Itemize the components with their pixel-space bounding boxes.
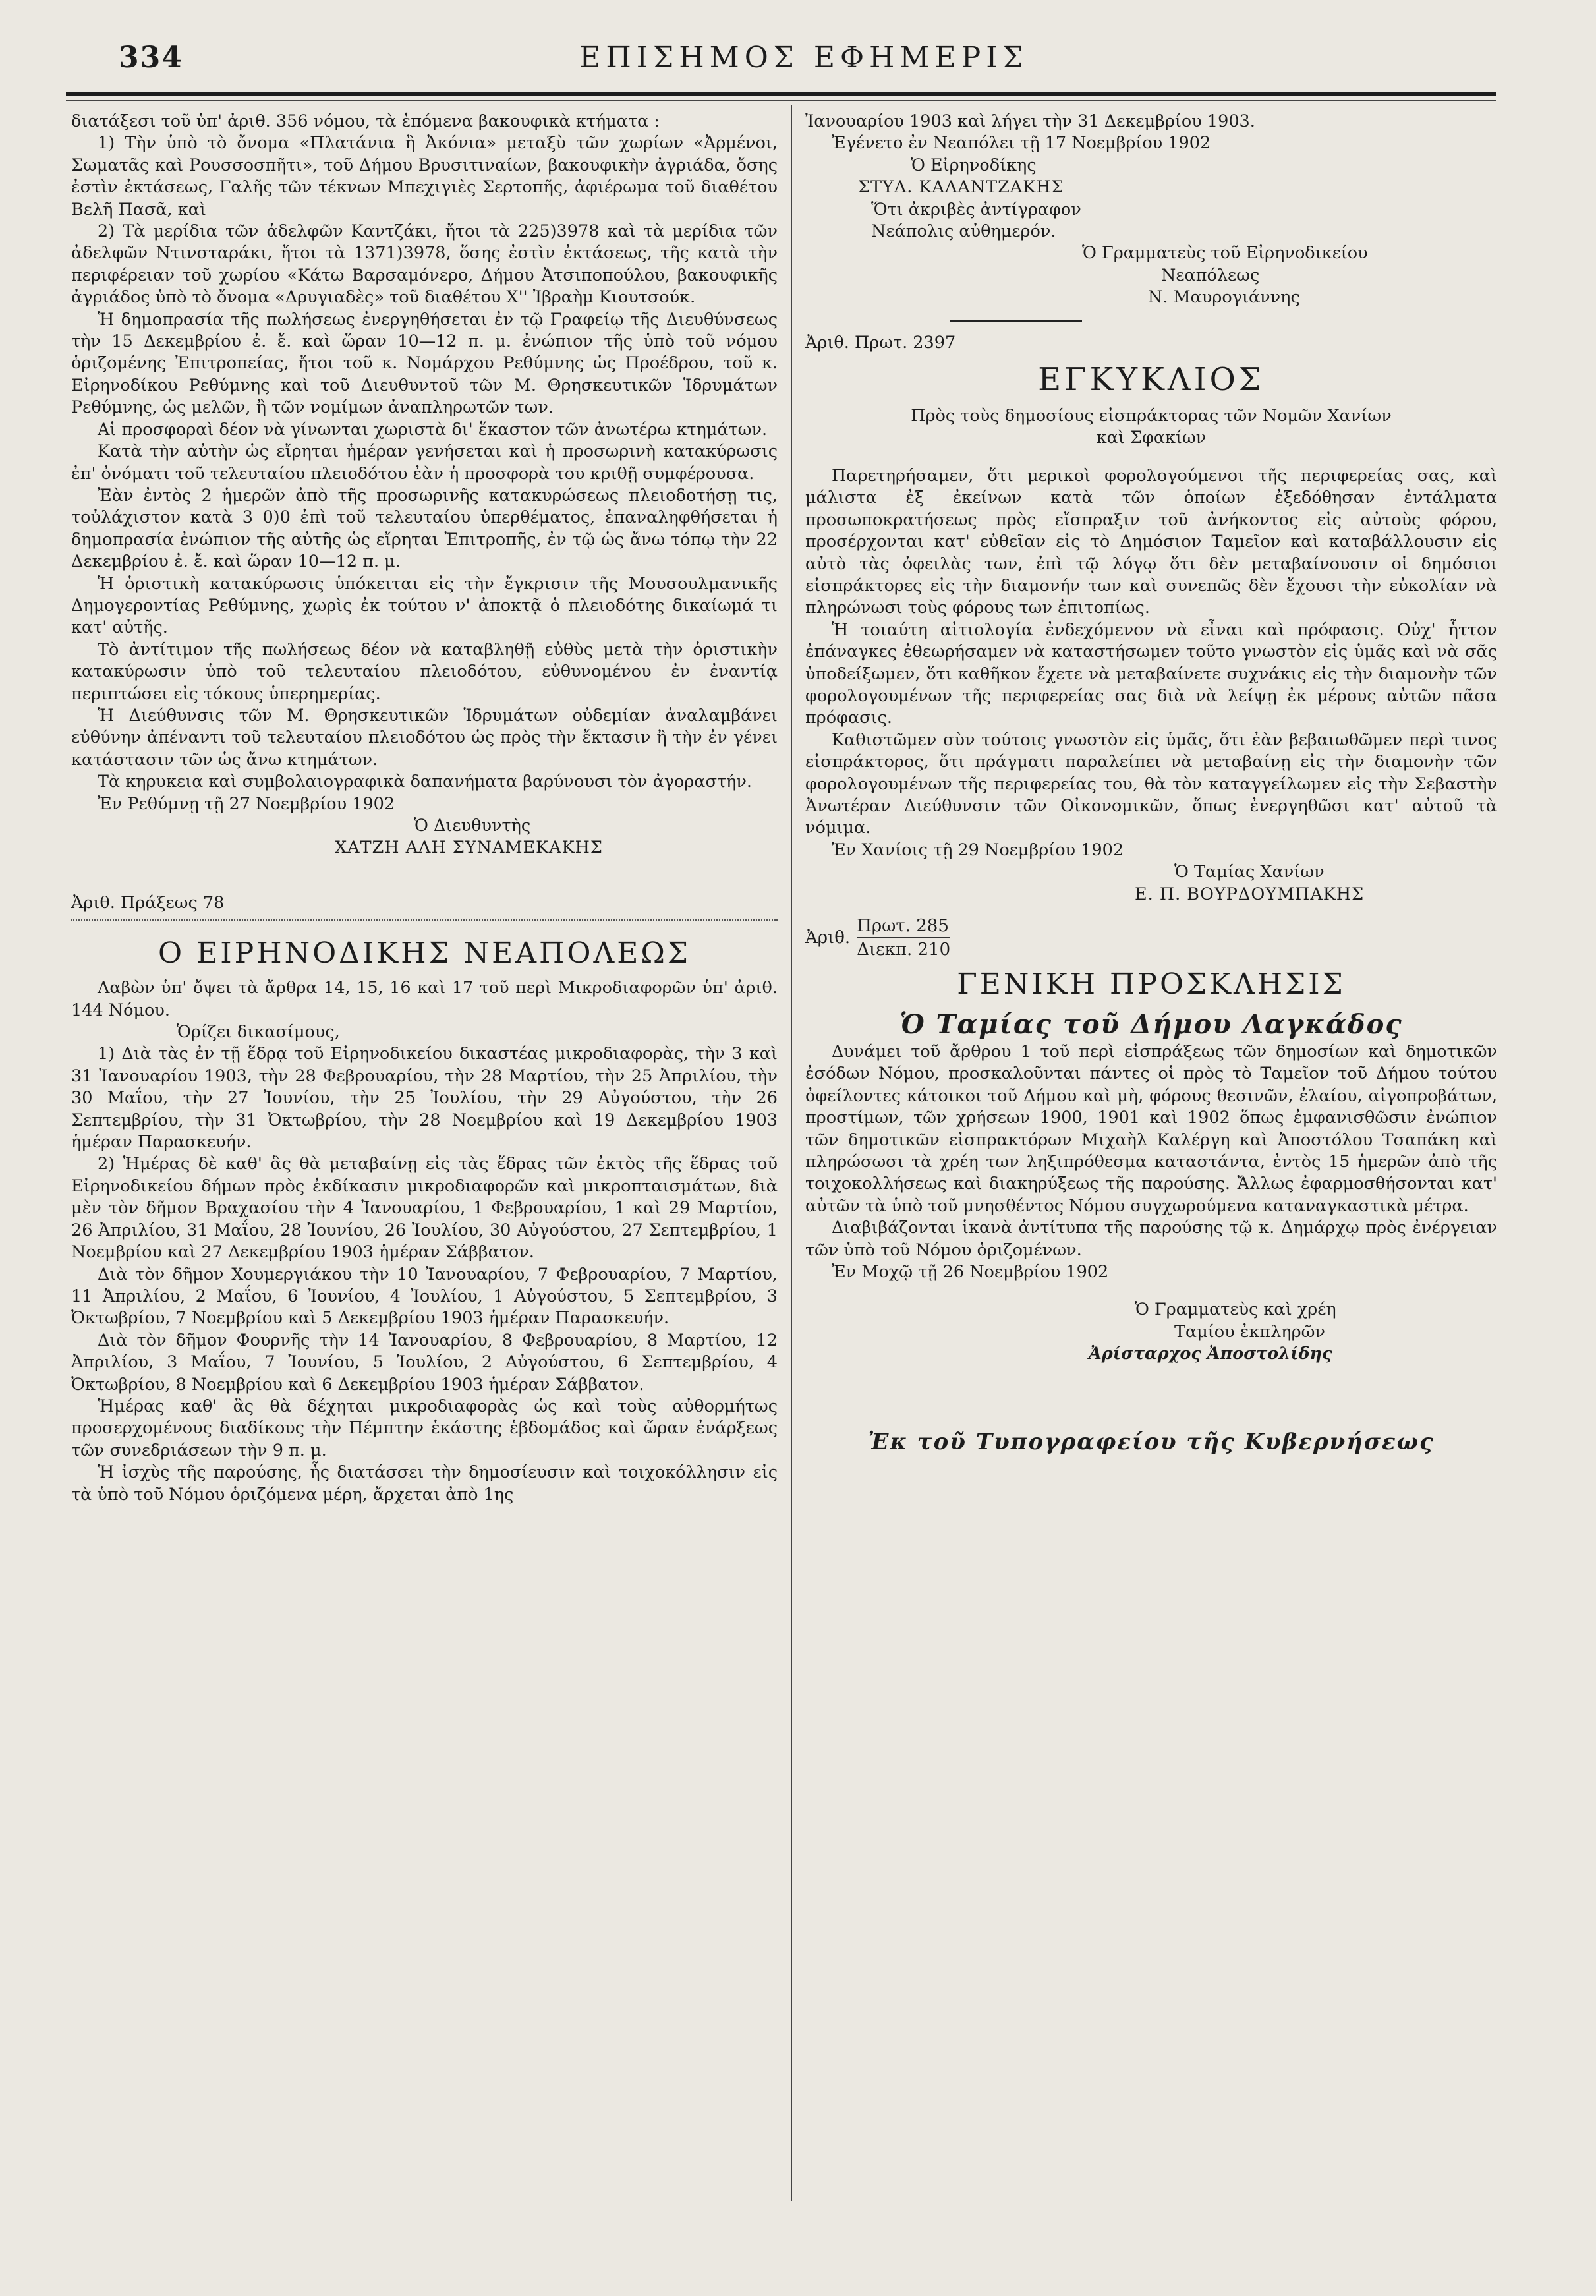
justice-chumergiakou: Διὰ τὸν δῆμον Χουμεργιάκου τὴν 10 Ἰανουαρίου, 7 Φεβρουαρίου, 7 Μαρτίου, 11 Ἀπριλίου, 2 Μαΐου, 6 Ἰουνίου, 4 Ἰουλίου, 1 Αὐγούστου, 5 Σεπτεμβρίου, 3 Ὀκτωβρίου, 7 Νοεμβρίου καὶ 5 Δεκεμβρίου 1903 ἡμέραν Παρασκευήν. <box>71 1264 778 1329</box>
ref-label: Ἀριθ. <box>805 928 851 948</box>
right-column <box>805 111 1497 1453</box>
act-reference: Ἀριθ. Πράξεως 78 <box>71 892 225 913</box>
section-heading-invitation: ΓΕΝΙΚΗ ΠΡΟΣΚΛΗΣΙΣ <box>957 967 1346 1001</box>
ref-diekp: Διεκπ. 210 <box>857 937 950 961</box>
invitation-date: Ἐν Μοχῷ τῇ 26 Νοεμβρίου 1902 <box>832 1262 1109 1282</box>
notice-payment: Τὸ ἀντίτιμον τῆς πωλήσεως δέον νὰ καταβληθῇ εὐθὺς μετὰ τὴν ὁριστικὴν κατακύρωσιν ὑπὸ τοῦ τελευταίου πλειοδότου, εὐθυνομένου ἐν ἐναντίᾳ περιπτώσει εἰς τόκους ὑπερημερίας. <box>71 639 778 704</box>
circular-para-3: Καθιστῶμεν σὺν τούτοις γνωστὸν εἰς ὑμᾶς, ὅτι ἐὰν βεβαιωθῶμεν περὶ τινος εἰσπράκτορος, ὅτι πράγματι παραλείπει νὰ μεταβαίνῃ εἰς τὴν διαμονὴν τῶν φορολογουμένων τῆς περιφερείας του, θὰ τὸν καταγγείλωμεν εἰς τὴν Σεβαστὴν Ἀνωτέραν Διεύθυνσιν τῶν Οἰκονομικῶν, ὅπως ἐνεργηθῶσι κατ' αὐτοῦ τὰ νόμιμα. <box>805 730 1497 838</box>
justice-days: Ἡμέρας καθ' ἃς θὰ δέχηται μικροδιαφορὰς ὡς καὶ τοὺς αὐθορμήτως προσερχομένους διαδίκους τὴν Πέμπτην ἑκάστης ἑβδομάδος καὶ ὥραν ἐνάρξεως τῶν συνεδριάσεων τὴν 9 π. μ. <box>71 1396 778 1460</box>
signature-title: Ὁ Διευθυντὴς <box>414 816 531 836</box>
header-rule <box>66 92 1496 96</box>
section-heading-circular: ΕΓΚΥΚΛΙΟΣ <box>1038 361 1265 399</box>
left-column <box>71 111 778 1506</box>
circular-para-1: Παρετηρήσαμεν, ὅτι μερικοὶ φορολογούμενοι τῆς περιφερείας σας, καὶ μάλιστα ἐξ ἐκείνων κατὰ τῶν ὁποίων ἐξεδόθησαν ἐντάλματα προσωποκρατήσεως πρὸς εἴσπραξιν τοῦ ἀνήκοντος εἰς αὐτοὺς φόρου, προσέρχονται κατ' εὐθεῖαν εἰς τὸ Δημόσιον Ταμεῖον καὶ καταβάλλουσιν εἰς αὐτὸ τὰς ὀφειλὰς των, ἐπὶ τῷ λόγῳ ὅτι δὲν μεταβαίνουσιν οἱ δημόσιοι εἰσπράκτορες εἰς τὴν διαμονήν των καὶ συνεπῶς δὲν ἔχουσι τὴν εὐκολίαν νὰ πληρώνωσι τοὺς φόρους των ἐπιτοπίως. <box>805 465 1497 618</box>
circular-date: Ἐν Χανίοις τῇ 29 Νοεμβρίου 1902 <box>832 840 1124 860</box>
section-heading-justice: Ο ΕΙΡΗΝΟΔΙΚΗΣ ΝΕΑΠΟΛΕΩΣ <box>158 936 691 971</box>
circular-addressee-2: καὶ Σφακίων <box>1096 428 1207 448</box>
printer-imprint: Ἐκ τοῦ Τυπογραφείου τῆς Κυβερνήσεως <box>868 1428 1435 1455</box>
clerk-name: Ν. Μαυρογιάννης <box>1148 287 1300 308</box>
invitation-para-1: Δυνάμει τοῦ ἄρθρου 1 τοῦ περὶ εἰσπράξεως τῶν δημοσίων καὶ δημοτικῶν ἐσόδων Νόμου, προσκαλοῦνται πάντες οἱ πρὸς τὸ Ταμεῖον τοῦ Δήμου τούτου ὀφείλοντες κάτοικοι τοῦ Δήμου καὶ μὴ, φόρους θεσινῶν, ἐλαίου, αἰγοπροβάτων, προστίμων, τῶν χρήσεων 1900, 1901 καὶ 1902 ὅπως ἐμφανισθῶσιν ἐνώπιον τῶν δημοτικῶν εἰσπρακτόρων Μιχαὴλ Καλέργη καὶ Ἀποστόλου Τσαπάκη καὶ πληρώσωσι τὰ χρέη των ληξιπρόθεσμα καταστάντα, ἐντὸς 15 ἡμερῶν ἀπὸ τῆς τοιχοκολλήσεως καὶ διακηρύξεως τῆς παρούσης. Ἄλλως ἐφαρμοσθήσονται κατ' αὐτῶν τὰ ὑπὸ τοῦ μνησθέντος Νόμου συγχωρούμενα καταναγκαστικὰ μέτρα. <box>805 1042 1497 1216</box>
notice-expenses: Τὰ κηρυκεια καὶ συμβολαιογραφικὰ δαπανήματα βαρύνουσι τὸν ἀγοραστήν. <box>98 772 753 792</box>
justice-signer-title: Ὁ Εἰρηνοδίκης <box>911 155 1037 175</box>
circular-addressee: Πρὸς τοὺς δημοσίους εἰσπράκτορας τῶν Νομῶν Χανίων <box>911 406 1392 426</box>
header-rule-thin <box>66 100 1496 101</box>
treasurer-title: Ὁ Ταμίας Χανίων <box>1174 862 1325 882</box>
invitation-reference <box>805 915 1497 961</box>
invitation-issuer: Ὁ Ταμίας τοῦ Δήμου Λαγκάδος <box>899 1009 1403 1040</box>
justice-item-1: 1) Διὰ τὰς ἐν τῇ ἕδρᾳ τοῦ Εἰρηνοδικείου δικαστέας μικροδιαφορὰς, τὴν 3 καὶ 31 Ἰανουαρίου 1903, τὴν 28 Φεβρουαρίου, τὴν 28 Μαρτίου, τὴν 25 Ἀπριλίου, τὴν 30 Μαΐου, τὴν 27 Ἰουνίου, τὴν 25 Ἰουλίου, τὴν 29 Αὐγούστου, τὴν 26 Σεπτεμβρίου, τὴν 31 Ὀκτωβρίου, τὴν 28 Νοεμβρίου καὶ 19 Δεκεμβρίου 1903 ἡμέραν Παρασκευήν. <box>71 1044 778 1153</box>
justice-issued-date: Ἐγένετο ἐν Νεαπόλει τῇ 17 Νοεμβρίου 1902 <box>832 133 1211 154</box>
notice-liability: Ἡ Διεύθυνσις τῶν Μ. Θρησκευτικῶν Ἱδρυμάτων οὐδεμίαν ἀναλαμβάνει εὐθύνην ἀπέναντι τοῦ τελευταίου πλειοδότου ὡς πρὸς τὴν ἔκτασιν ἢ τὴν ἐν γένει κατάστασιν τῶν ὡς ἄνω κτημάτων. <box>71 705 778 770</box>
clerk-place: Νεαπόλεως <box>1161 265 1260 285</box>
justice-preamble: Λαβὼν ὑπ' ὄψει τὰ ἄρθρα 14, 15, 16 καὶ 17 τοῦ περὶ Μικροδιαφορῶν ὑπ' ἀριθ. 144 Νόμου. <box>71 978 778 1020</box>
signature-name: ΧΑΤΖΗ ΑΛΗ ΣΥΝΑΜΕΚΑΚΗΣ <box>335 838 603 858</box>
notice-final: Ἡ ὁριστικὴ κατακύρωσις ὑπόκειται εἰς τὴν ἔγκρισιν τῆς Μουσουλμανικῆς Δημογεροντίας Ρεθύμνης, χωρὶς ἐκ τούτου ν' ἀποκτᾷ ὁ πλειοδότης δικαίωμά τι κατ' αὐτῆς. <box>71 573 778 638</box>
circular-para-2: Ἡ τοιαύτη αἰτιολογία ἐνδεχόμενον νὰ εἶναι καὶ πρόφασις. Οὐχ' ἧττον ἐπάναγκες ἐθεωρήσαμεν νὰ καταστήσωμεν τοῦτο γνωστὸν εἰς ὑμᾶς καὶ νὰ σᾶς ὑποδείξωμεν, ὅτι καθῆκον ἔχετε νὰ μεταβαίνετε συχνάκις εἰς τὴν διαμονὴν τῶν φορολογουμένων τῆς περιφερείας σας διὰ νὰ λείψῃ ἐκ μέρους αὐτῶν πᾶσα πρόφασις. <box>805 619 1497 728</box>
dotted-separator <box>71 919 778 921</box>
notice-date: Ἐν Ρεθύμνῃ τῇ 27 Νοεμβρίου 1902 <box>98 793 395 814</box>
page-number: 334 <box>119 41 183 74</box>
justice-signer-name: ΣΤΥΛ. ΚΑΛΑΝΤΖΑΚΗΣ <box>858 177 1064 198</box>
notice-rebid: Ἐὰν ἐντὸς 2 ἡμερῶν ἀπὸ τῆς προσωρινῆς κατακυρώσεως πλειοδοτήσῃ τις, τοὐλάχιστον κατὰ 3 0)0 ἐπὶ τοῦ τελευταίου ὑπερθέματος, ἐπαναληφθήσεται ἡ δημοπρασία ἐνώπιον τῆς αὐτῆς ὡς εἴρηται Ἐπιτροπῆς, ἐν τῷ ὡς ἄνω τόπῳ τὴν 22 Δεκεμβρίου ἐ. ἔ. καὶ ὥραν 10—12 π. μ. <box>71 485 778 572</box>
justice-sets: Ὁρίζει δικασίμους, <box>177 1022 340 1043</box>
circular-reference: Ἀριθ. Πρωτ. 2397 <box>805 332 956 353</box>
notice-auction-place: Ἡ δημοπρασία τῆς πωλήσεως ἐνεργηθήσεται ἐν τῷ Γραφείῳ τῆς Διευθύνσεως τὴν 15 Δεκεμβρίου ἐ. ἔ. καὶ ὥραν 10—12 π. μ. ἐνώπιον τῆς ὑπὸ τοῦ νόμου ὁριζομένης Ἐπιτροπείας, ἤτοι τοῦ κ. Νομάρχου Ρεθύμνης ὡς Προέδρου, τοῦ κ. Εἰρηνοδίκου Ρεθύμνης καὶ τοῦ Διευθυντοῦ τῶν Μ. Θρησκευτικῶν Ἱδρυμάτων Ρεθύμνης, ὡς μελῶν, ἢ τῶν νομίμων ἀναπληρωτῶν των. <box>71 309 778 418</box>
running-title: ΕΠΙΣΗΜΟΣ ΕΦΗΜΕΡΙΣ <box>579 41 1029 74</box>
notice-offers: Αἱ προσφοραὶ δέον νὰ γίνωνται χωριστὰ δι' ἕκαστον τῶν ἀνωτέρω κτημάτων. <box>98 419 768 440</box>
justice-fournis: Διὰ τὸν δῆμον Φουρνῆς τὴν 14 Ἰανουαρίου, 8 Φεβρουαρίου, 8 Μαρτίου, 12 Ἀπριλίου, 3 Μαΐου, 7 Ἰουνίου, 5 Ἰουλίου, 2 Αὐγούστου, 6 Σεπτεμβρίου, 4 Ὀκτωβρίου, 8 Νοεμβρίου καὶ 6 Δεκεμβρίου 1903 ἡμέραν Σάββατον. <box>71 1330 778 1394</box>
justice-item-2: 2) Ἡμέρας δὲ καθ' ἃς θὰ μεταβαίνῃ εἰς τὰς ἕδρας τῶν ἐκτὸς τῆς ἕδρας τοῦ Εἰρηνοδικείου δήμων πρὸς ἐκδίκασιν μικροδιαφορῶν καὶ μικροπταισμάτων, διὰ μὲν τὸν δῆμον Βραχασίου τὴν 4 Ἰανουαρίου, 1 Φεβρουαρίου, 1 καὶ 29 Μαρτίου, 26 Ἀπριλίου, 31 Μαΐου, 28 Ἰουνίου, 26 Ἰουλίου, 30 Αὐγούστου, 27 Σεπτεμβρίου, 1 Νοεμβρίου καὶ 27 Δεκεμβρίου 1903 ἡμέραν Σάββατον. <box>71 1154 778 1263</box>
page-header <box>0 0 1596 105</box>
secretary-line-2: Ταμίου ἐκπληρῶν <box>1174 1321 1325 1342</box>
notice-intro: διατάξεσι τοῦ ὑπ' ἀριθ. 356 νόμου, τὰ ἑπόμενα βακουφικὰ κτήματα : <box>71 111 660 131</box>
secretary-name: Ἀρίσταρχος Ἀποστολίδης <box>1089 1344 1332 1364</box>
short-rule <box>950 320 1082 322</box>
treasurer-name: Ε. Π. ΒΟΥΡΔΟΥΜΠΑΚΗΣ <box>1135 884 1365 904</box>
invitation-para-2: Διαβιβάζονται ἱκανὰ ἀντίτυπα τῆς παρούσης τῷ κ. Δημάρχῳ πρὸς ἐνέργειαν τῶν ὑπὸ τοῦ Νόμου ὁριζομένων. <box>805 1218 1497 1260</box>
ref-prot: Πρωτ. 285 <box>857 916 949 936</box>
copy-note: Ὅτι ἀκριβὲς ἀντίγραφον <box>871 199 1081 219</box>
clerk-title: Ὁ Γραμματεὺς τοῦ Εἰρηνοδικείου <box>1082 243 1368 264</box>
column-divider <box>791 105 792 2201</box>
justice-validity: Ἡ ἰσχὺς τῆς παρούσης, ἧς διατάσσει τὴν δημοσίευσιν καὶ τοιχοκόλλησιν εἰς τὰ ὑπὸ τοῦ Νόμου ὁριζόμενα μέρη, ἄρχεται ἀπὸ 1ης <box>71 1462 778 1505</box>
copy-place: Νεάπολις αὐθημερόν. <box>871 221 1056 242</box>
validity-continuation: Ἰανουαρίου 1903 καὶ λήγει τὴν 31 Δεκεμβρίου 1903. <box>805 111 1255 131</box>
notice-provisional: Κατὰ τὴν αὐτὴν ὡς εἴρηται ἡμέραν γενήσεται καὶ ἡ προσωρινὴ κατακύρωσις ἐπ' ὀνόματι τοῦ τελευταίου πλειοδότου ἐὰν ἡ προσφορὰ του κριθῇ συμφέρουσα. <box>71 442 778 484</box>
notice-item-2: 2) Τὰ μερίδια τῶν ἀδελφῶν Καντζάκι, ἤτοι τὰ 225)3978 καὶ τὰ μερίδια τῶν ἀδελφῶν Ντινσταράκι, ἤτοι τὰ 1371)3978, ὅσης ἐστὶν ἐκτάσεως, τῆς κατὰ τὴν περιφέρειαν τοῦ χωρίου «Κάτω Βαρσαμόνερο, Δήμου Ἀτσιποπούλου, βακουφικῆς ἀγριάδος ὑπὸ τὸ ὄνομα «Δρυγιαδὲς» τοῦ διαθέτου Χ'' Ἰβραὴμ Κιουτσούκ. <box>71 221 778 308</box>
secretary-line-1: Ὁ Γραμματεὺς καὶ χρέη <box>1135 1300 1336 1320</box>
notice-item-1: 1) Τὴν ὑπὸ τὸ ὄνομα «Πλατάνια ἢ Ἀκόνια» μεταξὺ τῶν χωρίων «Ἀρμένοι, Σωματᾶς καὶ Ρουσσοσπῆτι», τοῦ Δήμου Βρυσιτιναίων, βακουφικὴν ἀγριάδα, ὅσης ἐστὶν ἐκτάσεως, Γαλῆς τῶν τέκνων Μπεχιγιὲς Σερτοπῆς, ἀφιέρωμα τοῦ διαθέτου Βελῆ Πασᾶ, καὶ <box>71 133 778 219</box>
